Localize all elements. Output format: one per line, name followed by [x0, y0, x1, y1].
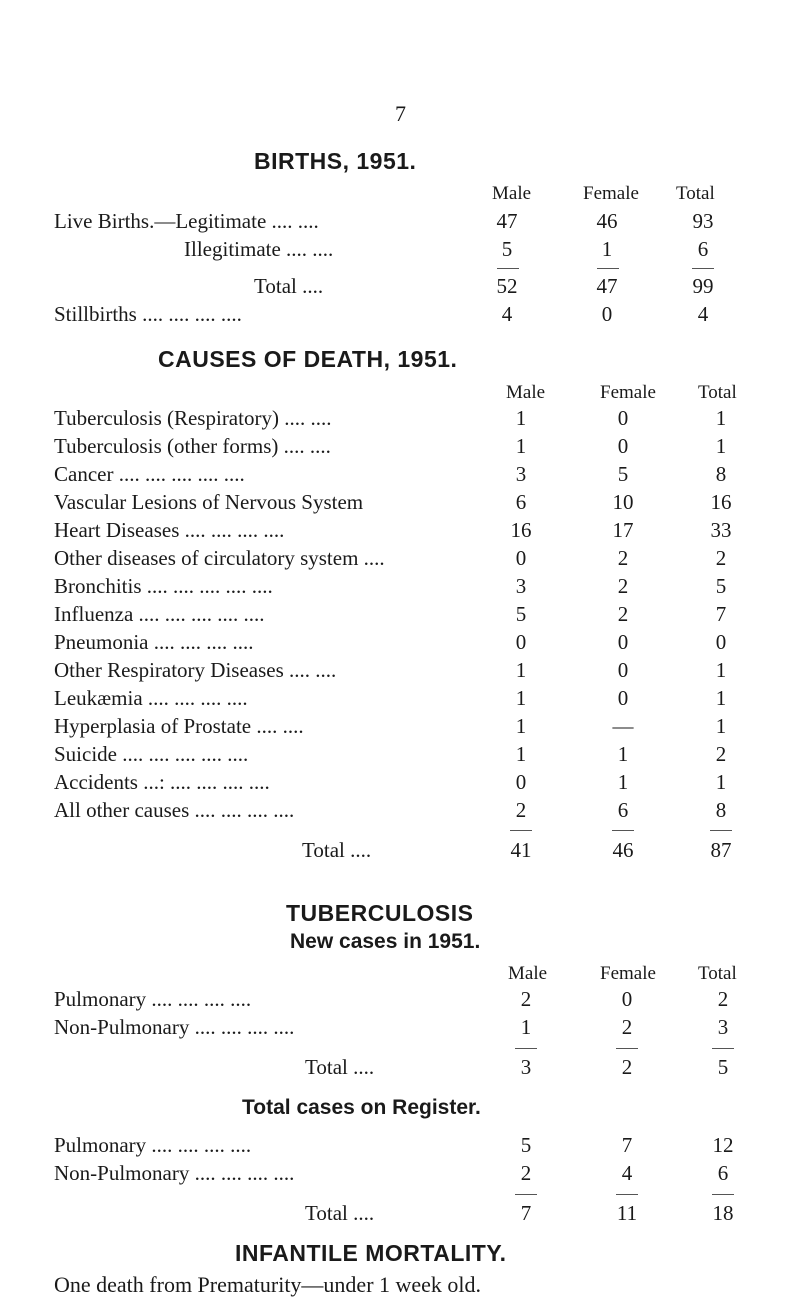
sum-rule — [612, 830, 634, 831]
female-value: 2 — [617, 546, 629, 570]
male-value: 1 — [515, 434, 527, 458]
row-label: Accidents ...: .... .... .... .... — [54, 770, 270, 794]
total-value: 6 — [717, 1161, 729, 1185]
causes-row — [0, 574, 800, 602]
causes-col-male: Male — [506, 382, 546, 403]
male-value: 2 — [520, 987, 532, 1011]
causes-row — [0, 490, 800, 518]
male-value: 0 — [515, 546, 527, 570]
tb-new-row-total — [0, 1055, 800, 1083]
total-value: 1 — [715, 714, 727, 738]
total-value: 1 — [715, 658, 727, 682]
row-label: Hyperplasia of Prostate .... .... — [54, 714, 304, 738]
male-value: 0 — [515, 630, 527, 654]
row-label: Influenza .... .... .... .... .... — [54, 602, 265, 626]
total-value: 2 — [717, 987, 729, 1011]
tb-col-female: Female — [600, 963, 656, 984]
total-value: 1 — [715, 770, 727, 794]
female-value: 1 — [601, 237, 613, 261]
total-value: 3 — [717, 1015, 729, 1039]
sum-rule — [515, 1194, 537, 1195]
row-label: Heart Diseases .... .... .... .... — [54, 518, 285, 542]
male-value: 1 — [515, 686, 527, 710]
causes-row — [0, 434, 800, 462]
tuberculosis-heading: TUBERCULOSIS — [286, 900, 474, 926]
total-value: 6 — [697, 237, 709, 261]
tb-register-row-non-pulmonary — [0, 1161, 800, 1189]
row-label: Suicide .... .... .... .... .... — [54, 742, 249, 766]
causes-row-total — [0, 838, 800, 866]
row-label: Live Births.—Legitimate .... .... — [54, 209, 319, 233]
total-value: 12 — [712, 1133, 734, 1157]
male-value: 7 — [520, 1201, 532, 1225]
female-value: 0 — [601, 302, 613, 326]
causes-row — [0, 602, 800, 630]
sum-rule — [616, 1048, 638, 1049]
total-value: 2 — [715, 546, 727, 570]
row-label: Pulmonary .... .... .... .... — [54, 987, 252, 1011]
male-value: 6 — [515, 490, 527, 514]
male-value: 5 — [501, 237, 513, 261]
births-row-total — [0, 274, 800, 302]
male-value: 1 — [520, 1015, 532, 1039]
female-value: 11 — [616, 1201, 638, 1225]
female-value: 2 — [617, 574, 629, 598]
female-value: 2 — [621, 1055, 633, 1079]
row-label: Pneumonia .... .... .... .... — [54, 630, 254, 654]
female-value: 17 — [612, 518, 634, 542]
female-value: — — [612, 714, 634, 738]
causes-row — [0, 406, 800, 434]
row-label: Bronchitis .... .... .... .... .... — [54, 574, 273, 598]
causes-row — [0, 714, 800, 742]
births-row-stillbirths — [0, 302, 800, 330]
male-value: 5 — [515, 602, 527, 626]
total-value: 18 — [712, 1201, 734, 1225]
row-label: Other diseases of circulatory system .... — [54, 546, 385, 570]
female-value: 0 — [617, 406, 629, 430]
page-number: 7 — [395, 101, 406, 126]
tb-col-total: Total — [698, 963, 737, 984]
total-value: 7 — [715, 602, 727, 626]
births-row-legitimate — [0, 209, 800, 237]
female-value: 0 — [621, 987, 633, 1011]
row-label: Total .... — [305, 1055, 375, 1079]
female-value: 0 — [617, 686, 629, 710]
row-label: Cancer .... .... .... .... .... — [54, 462, 245, 486]
causes-row — [0, 462, 800, 490]
female-value: 6 — [617, 798, 629, 822]
male-value: 52 — [496, 274, 518, 298]
sum-rule — [616, 1194, 638, 1195]
total-value: 1 — [715, 434, 727, 458]
total-value: 99 — [692, 274, 714, 298]
female-value: 0 — [617, 630, 629, 654]
tb-register-row-pulmonary — [0, 1133, 800, 1161]
sum-rule — [510, 830, 532, 831]
total-value: 33 — [710, 518, 732, 542]
causes-col-female: Female — [600, 382, 656, 403]
causes-row — [0, 770, 800, 798]
male-value: 1 — [515, 714, 527, 738]
infantile-note: One death from Prematurity—under 1 week old. — [54, 1272, 482, 1297]
total-value: 8 — [715, 798, 727, 822]
sum-rule — [597, 268, 619, 269]
causes-row — [0, 686, 800, 714]
male-value: 4 — [501, 302, 513, 326]
female-value: 4 — [621, 1161, 633, 1185]
row-label: Other Respiratory Diseases .... .... — [54, 658, 337, 682]
row-label: Non-Pulmonary .... .... .... .... — [54, 1161, 295, 1185]
male-value: 1 — [515, 406, 527, 430]
row-label: All other causes .... .... .... .... — [54, 798, 295, 822]
sum-rule — [712, 1048, 734, 1049]
row-label: Vascular Lesions of Nervous System — [54, 490, 364, 514]
sum-rule — [692, 268, 714, 269]
causes-row — [0, 546, 800, 574]
row-label: Pulmonary .... .... .... .... — [54, 1133, 252, 1157]
total-value: 93 — [692, 209, 714, 233]
births-col-total: Total — [676, 183, 715, 204]
causes-row — [0, 658, 800, 686]
causes-row — [0, 518, 800, 546]
total-value: 5 — [717, 1055, 729, 1079]
row-label: Tuberculosis (other forms) .... .... — [54, 434, 331, 458]
tb-col-male: Male — [508, 963, 548, 984]
male-value: 1 — [515, 742, 527, 766]
tb-register-row-total — [0, 1201, 800, 1229]
total-value: 0 — [715, 630, 727, 654]
total-value: 1 — [715, 406, 727, 430]
total-value: 87 — [710, 838, 732, 862]
total-value: 8 — [715, 462, 727, 486]
male-value: 41 — [510, 838, 532, 862]
tb-new-row-non-pulmonary — [0, 1015, 800, 1043]
total-value: 5 — [715, 574, 727, 598]
female-value: 2 — [617, 602, 629, 626]
infantile-heading: INFANTILE MORTALITY. — [235, 1240, 507, 1266]
female-value: 5 — [617, 462, 629, 486]
causes-row — [0, 798, 800, 826]
sum-rule — [710, 830, 732, 831]
female-value: 47 — [596, 274, 618, 298]
sum-rule — [712, 1194, 734, 1195]
male-value: 3 — [520, 1055, 532, 1079]
births-col-female: Female — [583, 183, 639, 204]
row-label: Illegitimate .... .... — [184, 237, 334, 261]
female-value: 2 — [621, 1015, 633, 1039]
row-label: Leukæmia .... .... .... .... — [54, 686, 248, 710]
register-subheading: Total cases on Register. — [242, 1096, 481, 1119]
causes-row — [0, 630, 800, 658]
female-value: 10 — [612, 490, 634, 514]
total-value: 4 — [697, 302, 709, 326]
female-value: 0 — [617, 434, 629, 458]
row-label: Stillbirths .... .... .... .... — [54, 302, 242, 326]
row-label: Total .... — [305, 1201, 375, 1225]
male-value: 16 — [510, 518, 532, 542]
female-value: 46 — [612, 838, 634, 862]
female-value: 0 — [617, 658, 629, 682]
female-value: 46 — [596, 209, 618, 233]
total-value: 16 — [710, 490, 732, 514]
sum-rule — [497, 268, 519, 269]
causes-heading: CAUSES OF DEATH, 1951. — [158, 346, 458, 372]
causes-row — [0, 742, 800, 770]
female-value: 1 — [617, 770, 629, 794]
sum-rule — [515, 1048, 537, 1049]
new-cases-subheading: New cases in 1951. — [290, 930, 481, 953]
female-value: 7 — [621, 1133, 633, 1157]
total-value: 1 — [715, 686, 727, 710]
male-value: 3 — [515, 462, 527, 486]
male-value: 2 — [520, 1161, 532, 1185]
male-value: 3 — [515, 574, 527, 598]
male-value: 1 — [515, 658, 527, 682]
row-label: Non-Pulmonary .... .... .... .... — [54, 1015, 295, 1039]
births-col-male: Male — [492, 183, 532, 204]
births-row-illegitimate — [0, 237, 800, 265]
row-label: Tuberculosis (Respiratory) .... .... — [54, 406, 332, 430]
tb-new-row-pulmonary — [0, 987, 800, 1015]
total-value: 2 — [715, 742, 727, 766]
male-value: 47 — [496, 209, 518, 233]
male-value: 5 — [520, 1133, 532, 1157]
female-value: 1 — [617, 742, 629, 766]
causes-col-total: Total — [698, 382, 737, 403]
male-value: 0 — [515, 770, 527, 794]
male-value: 2 — [515, 798, 527, 822]
row-label: Total .... — [254, 274, 324, 298]
row-label: Total .... — [302, 838, 372, 862]
births-heading: BIRTHS, 1951. — [254, 148, 417, 174]
